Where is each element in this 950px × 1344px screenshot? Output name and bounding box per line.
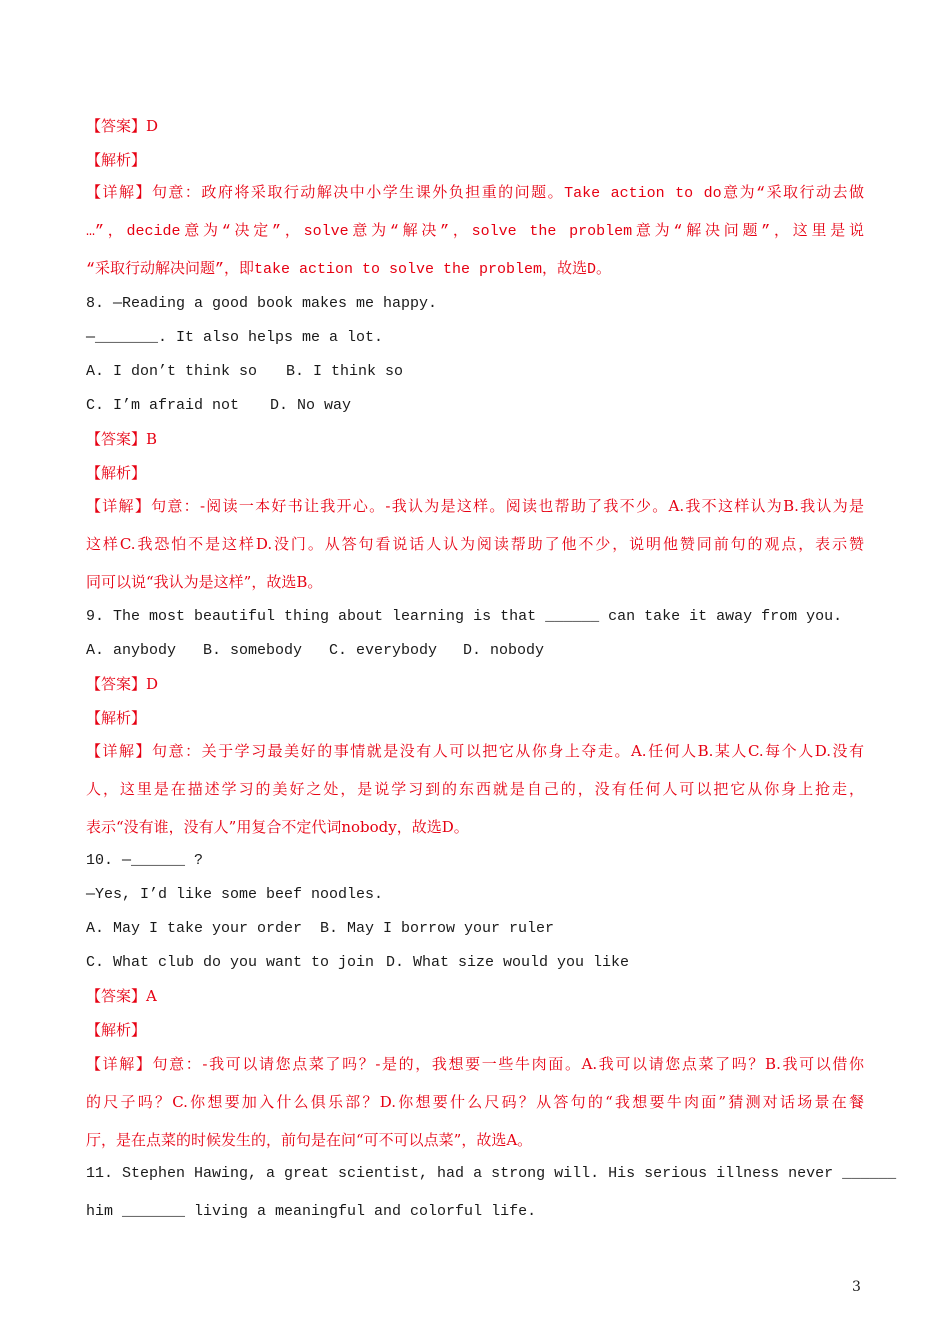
q10-options-row-1 bbox=[86, 919, 554, 939]
q10-answer: 【答案】A bbox=[86, 987, 157, 1005]
q10-stem-line-1: 10. —______ ? bbox=[86, 852, 204, 869]
q9-option-b: B. somebody bbox=[203, 642, 303, 659]
q8-analysis-label: 【解析】 bbox=[86, 464, 147, 482]
q7-detail-line-2: …”，decide意为“决定”，solve意为“解决”，solve the problem意为“解决问题”，这里是说 bbox=[86, 223, 864, 240]
q9-answer: 【答案】D bbox=[86, 675, 159, 693]
q8-stem-line-2: —_______. It also helps me a lot. bbox=[86, 329, 384, 346]
q9-stem: 9. The most beautiful thing about learning is that ______ can take it away from you. bbox=[86, 608, 843, 625]
q7-analysis-label: 【解析】 bbox=[86, 151, 147, 169]
q10-option-d: D. What size would you like bbox=[386, 954, 630, 971]
q10-detail-line-1: 【详解】句意：-我可以请您点菜了吗？-是的，我想要一些牛肉面。A.我可以请您点菜了吗？B.我可以借你 bbox=[86, 1055, 864, 1073]
q10-options-row-2 bbox=[86, 953, 629, 973]
q10-detail-line-2: 的尺子吗？C.你想要加入什么俱乐部？D.你想要什么尺码？从答句的“我想要牛肉面”猜测对话场景在餐 bbox=[86, 1093, 864, 1111]
q8-detail-line-1: 【详解】句意：-阅读一本好书让我开心。-我认为是这样。阅读也帮助了我不少。A.我不这样认为B.我认为是 bbox=[86, 497, 864, 515]
q8-options-row-2 bbox=[86, 396, 351, 416]
q7-detail-line-3: “采取行动解决问题”，即take action to solve the problem，故选D。 bbox=[86, 261, 612, 278]
q11-stem-line-2: him _______ living a meaningful and colorful life. bbox=[86, 1203, 537, 1220]
q8-option-c: C. I’m afraid not bbox=[86, 397, 240, 414]
q9-detail-line-1: 【详解】句意：关于学习最美好的事情就是没有人可以把它从你身上夺走。A.任何人B.某人C.每个人D.没有 bbox=[86, 742, 864, 760]
q9-detail-line-3: 表示“没有谁，没有人”用复合不定代词nobody，故选D。 bbox=[86, 818, 469, 836]
q9-detail-line-2: 人，这里是在描述学习的美好之处，是说学习到的东西就是自己的，没有任何人可以把它从你身上抢走， bbox=[86, 780, 864, 798]
q9-option-d: D. nobody bbox=[463, 642, 545, 659]
q9-analysis-label: 【解析】 bbox=[86, 709, 147, 727]
q8-options-row-1 bbox=[86, 362, 403, 382]
q9-options-row bbox=[86, 641, 544, 661]
q10-analysis-label: 【解析】 bbox=[86, 1021, 147, 1039]
page-number: 3 bbox=[852, 1279, 861, 1295]
q10-stem-line-2: —Yes, I’d like some beef noodles. bbox=[86, 886, 384, 903]
q7-detail-line-1: 【详解】句意：政府将采取行动解决中小学生课外负担重的问题。Take action to do意为“采取行动去做 bbox=[86, 185, 864, 202]
q10-option-c: C. What club do you want to join bbox=[86, 954, 375, 971]
q8-detail-line-2: 这样C.我恐怕不是这样D.没门。从答句看说话人认为阅读帮助了他不少，说明他赞同前句的观点，表示赞 bbox=[86, 535, 864, 553]
q8-stem-line-1: 8. —Reading a good book makes me happy. bbox=[86, 295, 438, 312]
q8-detail-line-3: 同可以说“我认为是这样”，故选B。 bbox=[86, 573, 323, 591]
q8-option-a: A. I don’t think so bbox=[86, 363, 258, 380]
q10-detail-line-3: 厅，是在点菜的时候发生的，前句是在问“可不可以点菜”，故选A。 bbox=[86, 1131, 533, 1149]
q8-option-d: D. No way bbox=[270, 397, 352, 414]
q9-option-c: C. everybody bbox=[329, 642, 438, 659]
q7-answer: 【答案】D bbox=[86, 117, 159, 135]
q10-option-b: B. May I borrow your ruler bbox=[320, 920, 555, 937]
q9-option-a: A. anybody bbox=[86, 642, 177, 659]
q10-option-a: A. May I take your order bbox=[86, 920, 303, 937]
q8-answer: 【答案】B bbox=[86, 430, 158, 448]
q11-stem-line-1: 11. Stephen Hawing, a great scientist, had a strong will. His serious illness never ______ bbox=[86, 1165, 897, 1182]
q8-option-b: B. I think so bbox=[286, 363, 404, 380]
